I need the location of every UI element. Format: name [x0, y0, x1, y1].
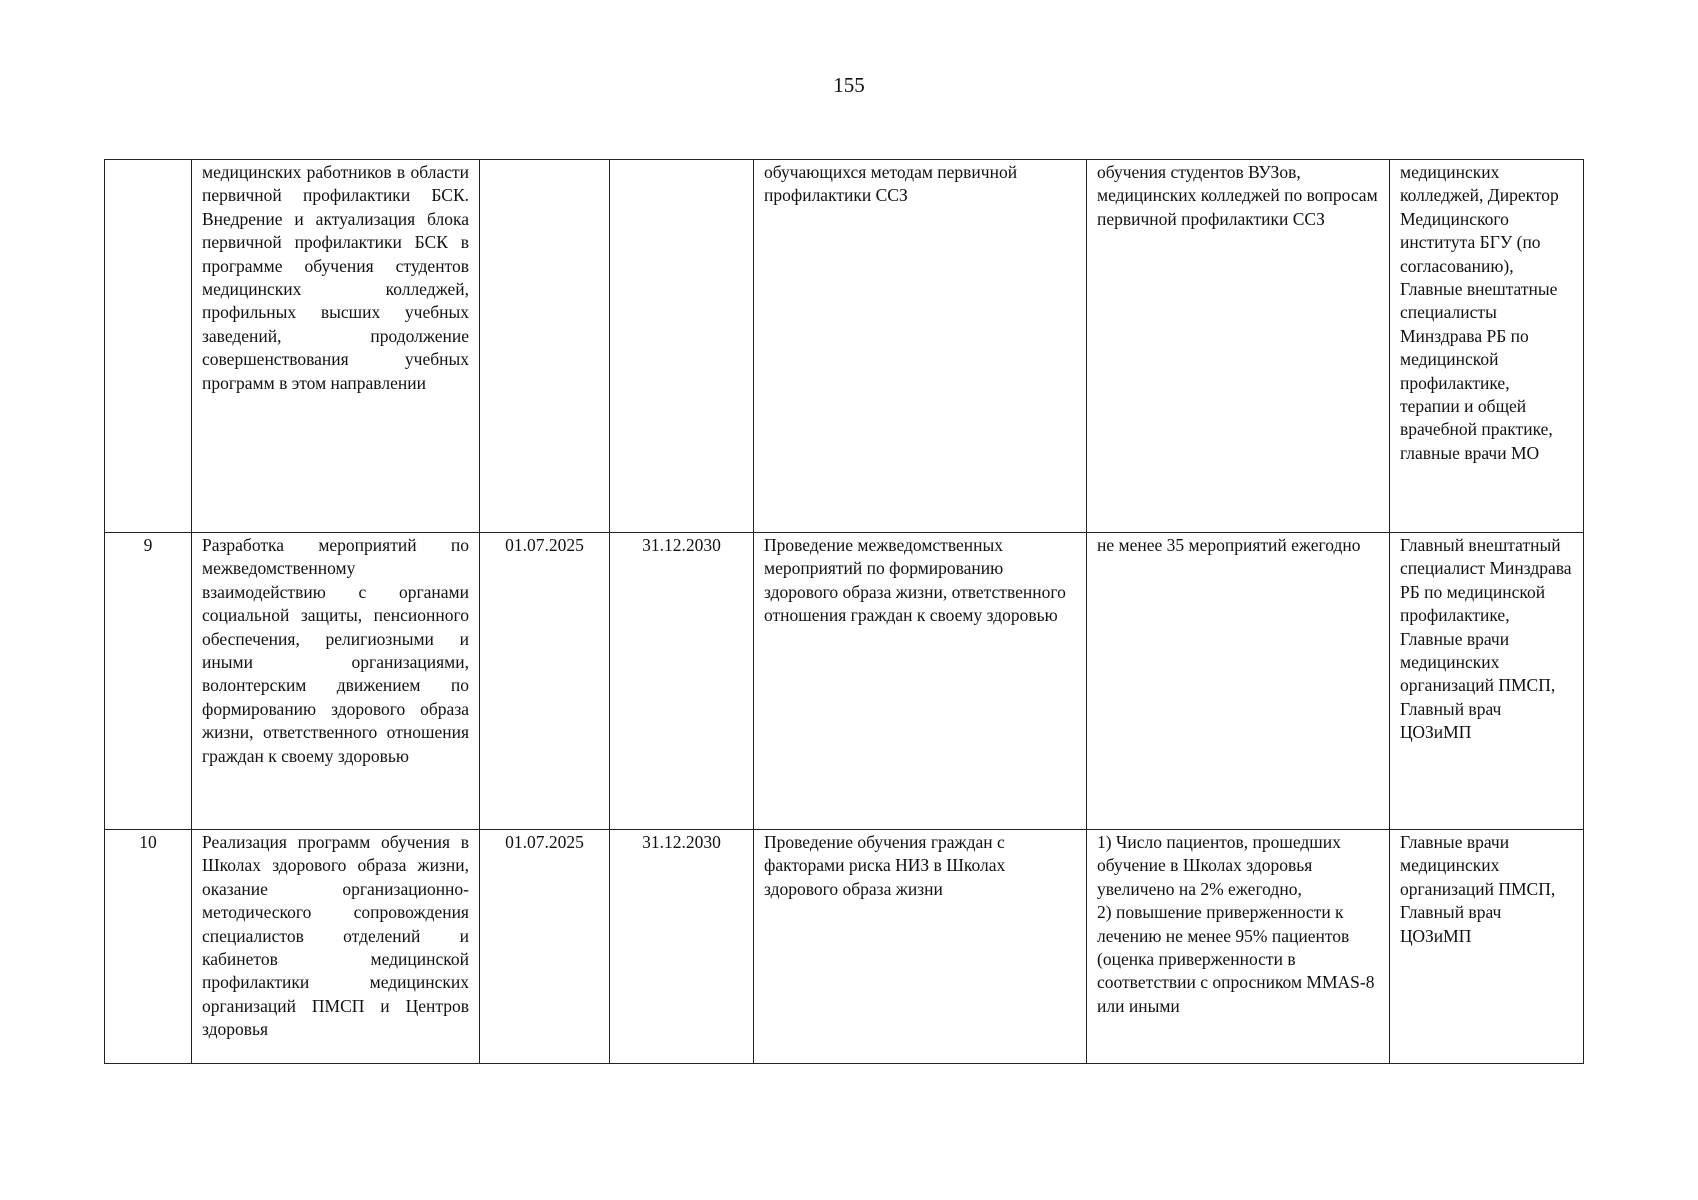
table-row	[105, 830, 1584, 1064]
indicator-cell: обучения студентов ВУЗов, медицинских колледжей по вопросам первичной профилактики ССЗ	[1087, 160, 1390, 533]
activity-cell: Реализация программ обучения в Школах здорового образа жизни, оказание организационно-методического сопровождения специалистов отделений и кабинетов медицинской профилактики медицинских организаций ПМСП и Центров здоровья	[192, 830, 480, 1064]
page-number: 155	[833, 73, 865, 97]
start-date-cell: 01.07.2025	[480, 830, 610, 1064]
activity-cell: медицинских работников в области первичной профилактики БСК. Внедрение и актуализация блока первичной профилактики БСК в программе обучения студентов медицинских колледжей, профильных высших учебных заведений, продолжение совершенствования учебных программ в этом направлении	[192, 160, 480, 533]
end-date-cell: 31.12.2030	[610, 830, 754, 1064]
responsible-cell: медицинских колледжей, Директор Медицинского института БГУ (по согласованию), Главные внештатные специалисты Минздрава РБ по медицинской профилактике, терапии и общей врачебной практике, главные врачи МО	[1390, 160, 1584, 533]
result-cell: Проведение межведомственных мероприятий по формированию здорового образа жизни, ответственного отношения граждан к своему здоровью	[754, 533, 1087, 830]
start-date-cell: 01.07.2025	[480, 533, 610, 830]
row-number-cell: 9	[105, 533, 192, 830]
activity-cell: Разработка мероприятий по межведомственному взаимодействию с органами социальной защиты, пенсионного обеспечения, религиозными и иными организациями, волонтерским движением по формированию здорового образа жизни, ответственного отношения граждан к своему здоровью	[192, 533, 480, 830]
table-row	[105, 160, 1584, 533]
start-date-cell	[480, 160, 610, 533]
row-number-cell: 10	[105, 830, 192, 1064]
indicator-cell: не менее 35 мероприятий ежегодно	[1087, 533, 1390, 830]
row-number-cell	[105, 160, 192, 533]
result-cell: обучающихся методам первичной профилактики ССЗ	[754, 160, 1087, 533]
responsible-cell: Главные врачи медицинских организаций ПМСП, Главный врач ЦОЗиМП	[1390, 830, 1584, 1064]
indicator-line: 1) Число пациентов, прошедших обучение в Школах здоровья увеличено на 2% ежегодно,	[1097, 832, 1341, 899]
plan-table	[104, 159, 1584, 1064]
end-date-cell: 31.12.2030	[610, 533, 754, 830]
result-cell: Проведение обучения граждан с факторами риска НИЗ в Школах здорового образа жизни	[754, 830, 1087, 1064]
end-date-cell	[610, 160, 754, 533]
responsible-cell: Главный внештатный специалист Минздрава РБ по медицинской профилактике, Главные врачи медицинских организаций ПМСП, Главный врач ЦОЗиМП	[1390, 533, 1584, 830]
indicator-line: 2) повышение приверженности к лечению не менее 95% пациентов (оценка приверженности в соответствии с опросником MMAS-8 или иными	[1097, 902, 1375, 1016]
indicator-cell	[1087, 830, 1390, 1064]
table-row	[105, 533, 1584, 830]
